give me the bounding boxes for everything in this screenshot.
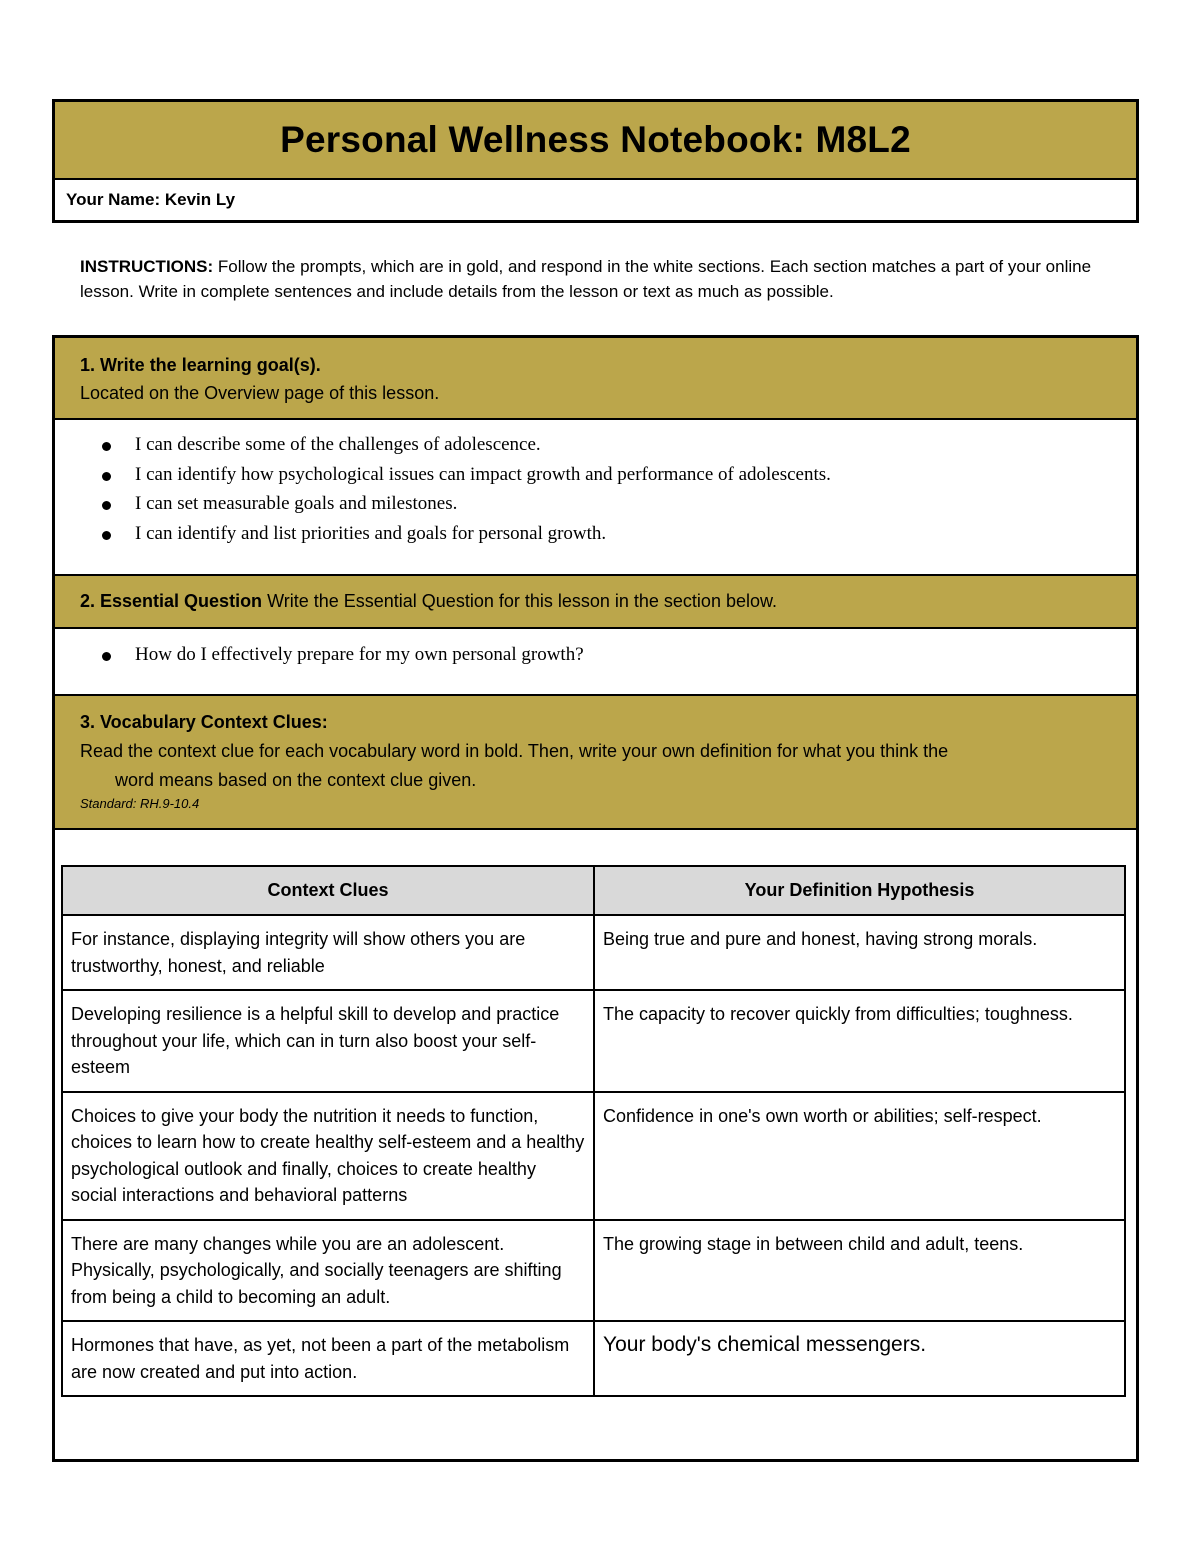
list-item: I can set measurable goals and milestones. (100, 489, 1136, 519)
learning-goal-subheading: Located on the Overview page of this lesson. (80, 383, 440, 403)
list-item: I can describe some of the challenges of adolescence. (100, 430, 1136, 460)
definition-cell[interactable]: The capacity to recover quickly from difficulties; toughness. (594, 990, 1125, 1092)
essential-question-response[interactable] (55, 629, 1136, 696)
standard-label: Standard: RH.9-10.4 (80, 796, 200, 811)
definition-cell[interactable]: The growing stage in between child and adult, teens. (594, 1220, 1125, 1322)
instructions-label: INSTRUCTIONS: (80, 257, 214, 276)
context-clue-cell: For instance, displaying integrity will show others you are trustworthy, honest, and reliable (62, 915, 594, 990)
notebook-header (52, 99, 1139, 223)
vocabulary-prompt (55, 696, 1136, 830)
instructions-text: Follow the prompts, which are in gold, and respond in the white sections. Each section matches a part of your online lesson. Write in complete sentences and include details from the lesson or text as much as possible. (80, 257, 1092, 301)
table-row (62, 990, 1125, 1092)
definition-cell[interactable]: Confidence in one's own worth or abilities; self-respect. (594, 1092, 1125, 1220)
vocabulary-table (61, 865, 1126, 1397)
context-clue-cell: Developing resilience is a helpful skill to develop and practice throughout your life, which can in turn also boost your self-esteem (62, 990, 594, 1092)
definition-cell[interactable]: Being true and pure and honest, having strong morals. (594, 915, 1125, 990)
list-item: I can identify how psychological issues can impact growth and performance of adolescents. (100, 460, 1136, 490)
vocabulary-instruction-line1: Read the context clue for each vocabulary word in bold. Then, write your own definition for what you think the (80, 741, 949, 761)
student-name: Your Name: Kevin Ly (66, 190, 236, 209)
table-header-row (62, 866, 1125, 915)
instructions (80, 254, 1140, 304)
context-clue-cell: Choices to give your body the nutrition it needs to function, choices to learn how to create healthy self-esteem and a healthy psychological outlook and finally, choices to create healthy social interactions and behavioral patterns (62, 1092, 594, 1220)
essential-question-heading: 2. Essential Question (80, 591, 263, 611)
definition-header: Your Definition Hypothesis (594, 866, 1125, 915)
table-row (62, 1321, 1125, 1396)
context-clues-header: Context Clues (62, 866, 594, 915)
essential-question-instruction: Write the Essential Question for this lesson in the section below. (262, 591, 777, 611)
vocabulary-heading: 3. Vocabulary Context Clues: (80, 712, 328, 732)
table-row (62, 1220, 1125, 1322)
vocabulary-instruction-line2: word means based on the context clue given. (115, 770, 477, 790)
table-row (62, 1092, 1125, 1220)
essential-question-prompt (55, 576, 1136, 629)
table-row (62, 915, 1125, 990)
list-item: I can identify and list priorities and goals for personal growth. (100, 519, 1136, 549)
learning-goal-heading: 1. Write the learning goal(s). (80, 355, 321, 375)
page-title: Personal Wellness Notebook: M8L2 (55, 102, 1136, 180)
definition-cell[interactable]: Your body's chemical messengers. (594, 1321, 1125, 1396)
context-clue-cell: Hormones that have, as yet, not been a part of the metabolism are now created and put into action. (62, 1321, 594, 1396)
list-item: How do I effectively prepare for my own personal growth? (100, 640, 1136, 670)
learning-goal-response[interactable] (55, 420, 1136, 576)
learning-goal-prompt (55, 338, 1136, 420)
context-clue-cell: There are many changes while you are an adolescent. Physically, psychologically, and socially teenagers are shifting from being a child to becoming an adult. (62, 1220, 594, 1322)
